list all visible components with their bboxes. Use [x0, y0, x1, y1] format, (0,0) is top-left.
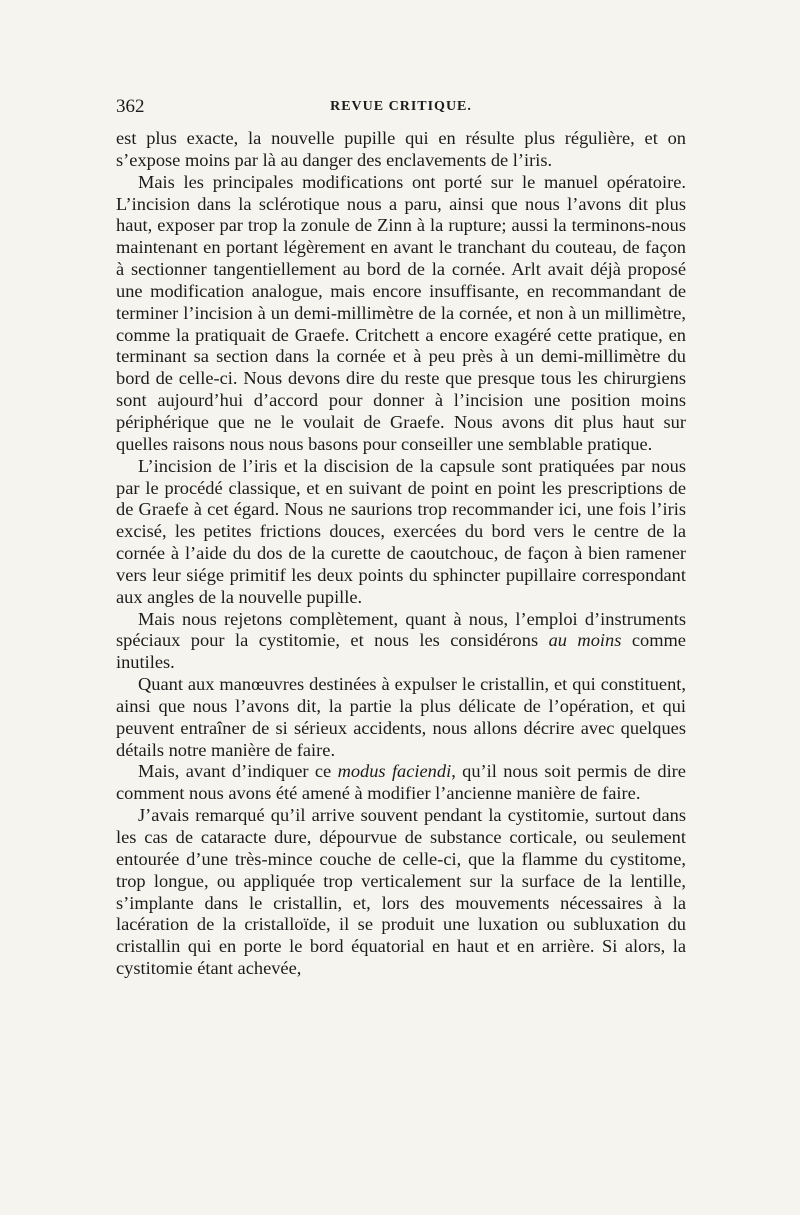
paragraph-text: Mais, avant d’indiquer ce — [138, 761, 338, 782]
paragraph-text: J’avais remarqué qu’il arrive souvent pendant la cystitomie, surtout dans les cas de cataracte dure, dépourvue de substance corticale, ou seulement entourée d’une très-mince couche de celle-ci, que la flamme du cystitome, trop longue, ou appliquée trop verticalement sur la surface de la lentille, s’implante dans le cristallin, et, lors des mouvements nécessaires à la lacération de la cristalloïde, il se produit une luxation ou subluxation du cristallin qui en porte le bord équatorial en haut et en arrière. Si alors, la cystitomie étant achevée, — [116, 805, 686, 979]
italic-phrase: modus faciendi — [337, 761, 452, 782]
page-number: 362 — [116, 96, 145, 117]
paragraph-text: Quant aux manœuvres destinées à expulser le cristallin, et qui constituent, ainsi que nous l’avons dit, la partie la plus délicate de l’opération, et qui peuvent entraîner de si sérieux accidents, nous allons décrire avec quelques détails notre manière de faire. — [116, 674, 686, 760]
paragraph — [116, 456, 686, 609]
paragraph-text: L’incision de l’iris et la discision de la capsule sont pratiquées par nous par le procédé classique, et en suivant de point en point les prescriptions de de Graefe à cet égard. Nous ne saurions trop recommander ici, une fois l’iris excisé, les petites frictions douces, exercées du bord vers le centre de la cornée à l’aide du dos de la curette de caoutchouc, de façon à bien ramener vers leur siége primitif les deux points du sphincter pupillaire correspondant aux angles de la nouvelle pupille. — [116, 455, 686, 607]
paragraph-text: Mais nous rejetons complètement, quant à nous, l’emploi d’instruments spéciaux pour la cystitomie, et nous les considérons — [116, 608, 686, 651]
paragraph-text: comme inutiles. — [116, 630, 686, 673]
page-header — [116, 96, 686, 120]
paragraph — [116, 805, 686, 980]
paragraph-text: Mais les principales modifications ont porté sur le manuel opératoire. L’incision dans la sclérotique nous a paru, ainsi que nous l’avons dit plus haut, exposer par trop la zonule de Zinn à la rupture; aussi la terminons-nous maintenant en portant légèrement en avant le tranchant du couteau, de façon à sectionner tangentiellement au bord de la cornée. Arlt avait déjà proposé une modification analogue, mais encore insuffisante, en recommandant de terminer l’incision à un demi-millimètre de la cornée, et non à un millimètre, comme la pratiquait de Graefe. Critchett a encore exagéré cette pratique, en terminant sa section dans la cornée et à peu près à un demi-millimètre du bord de celle-ci. Nous devons dire du reste que presque tous les chirurgiens sont aujourd’hui d’accord pour donner à l’incision une position moins périphérique que ne le voulait de Graefe. Nous avons dit plus haut sur quelles raisons nous nous basons pour conseiller une semblable pratique. — [116, 171, 686, 454]
paragraph — [116, 674, 686, 761]
running-title: REVUE CRITIQUE. — [330, 99, 472, 114]
paragraph — [116, 761, 686, 805]
paragraph — [116, 172, 686, 456]
body-text — [116, 128, 686, 980]
paragraph-text: , qu’il nous soit permis de dire comment nous avons été amené à modifier l’ancienne manière de faire. — [116, 761, 686, 804]
italic-phrase: au moins — [548, 630, 622, 651]
paragraph — [116, 128, 686, 172]
paragraph-text: est plus exacte, la nouvelle pupille qui en résulte plus régulière, et on s’expose moins par là au danger des enclavements de l’iris. — [116, 128, 686, 170]
paragraph — [116, 609, 686, 675]
